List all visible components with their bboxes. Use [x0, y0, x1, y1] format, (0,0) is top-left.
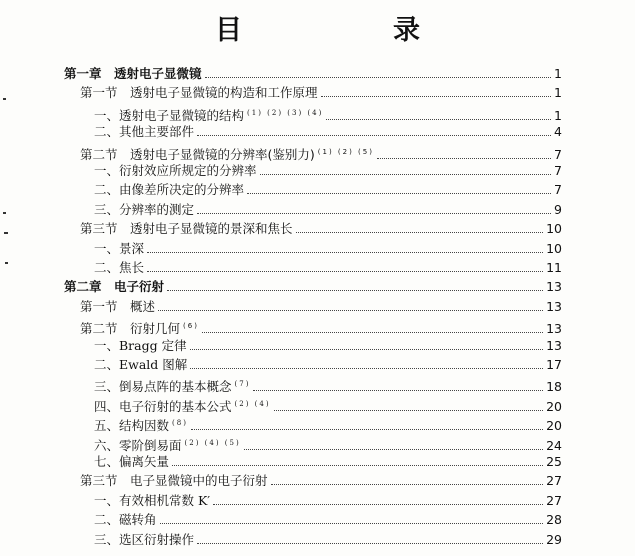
dot-leader — [326, 106, 551, 120]
toc-entry — [94, 452, 562, 472]
toc-entry-page: 11 — [546, 260, 562, 275]
dot-leader — [197, 122, 551, 136]
toc-entry — [94, 239, 562, 259]
dot-leader — [296, 219, 544, 233]
toc-entry-label: 四、电子衍射的基本公式 $^{(2) (4)}$ — [94, 398, 271, 414]
toc-entry-page: 10 — [546, 240, 562, 256]
toc-entry-label: 一、Bragg 定律 — [94, 337, 187, 353]
toc-entry-refs: (1) (2) (5) — [317, 147, 374, 156]
dot-leader — [147, 239, 543, 253]
toc-entry — [80, 83, 562, 103]
toc-entry-page: 24 — [546, 437, 562, 453]
toc-entry-label: 第三节 透射电子显微镜的景深和焦长 — [80, 221, 293, 237]
dot-leader — [205, 64, 552, 78]
toc-entry-label: 三、选区衍射操作 — [94, 531, 195, 547]
toc-entry-page: 13 — [546, 337, 562, 353]
toc-entry-page: 1 — [554, 66, 562, 81]
toc-entry — [94, 355, 562, 375]
dot-leader — [253, 377, 543, 391]
dot-leader — [191, 416, 543, 430]
toc-entry-label: 二、焦长 — [94, 260, 145, 275]
toc-entry-label: 第二章 电子衍射 — [64, 279, 165, 295]
toc-entry — [80, 219, 562, 239]
toc-entry-page: 18 — [546, 379, 562, 395]
dot-leader — [377, 145, 551, 159]
dot-leader — [197, 200, 551, 214]
toc-entry-refs: (7) — [234, 380, 251, 389]
toc-entry-refs: (2) (4) (5) — [184, 438, 241, 447]
dot-leader — [244, 436, 543, 450]
scan-mark — [3, 98, 6, 100]
toc-entry-label: 三、倒易点阵的基本概念 $^{(7)}$ — [94, 379, 251, 395]
toc-entry-page: 4 — [554, 124, 562, 140]
toc-entry-label: 一、景深 — [94, 240, 145, 256]
toc-entry-page: 20 — [546, 398, 562, 414]
toc-entry — [94, 530, 562, 550]
scan-mark — [3, 212, 6, 214]
toc-entry — [80, 142, 562, 162]
scan-mark — [5, 262, 8, 264]
toc-entry — [94, 122, 562, 142]
toc-entry-refs: (8) — [172, 419, 188, 428]
toc-entry — [94, 433, 562, 453]
toc-entry-label: 第一节 透射电子显微镜的构造和工作原理 — [80, 85, 318, 101]
dot-leader — [160, 510, 544, 524]
toc-entry-label: 第一章 透射电子显微镜 — [64, 66, 202, 81]
toc-entry-page: 25 — [546, 454, 562, 469]
toc-entry — [94, 258, 562, 278]
toc-entry — [80, 316, 562, 336]
toc-entry-page: 7 — [554, 163, 562, 178]
toc-entry-page: 29 — [546, 531, 562, 547]
dot-leader — [213, 491, 543, 505]
toc-entry-label: 二、由像差所决定的分辨率 — [94, 182, 245, 198]
toc-entry-label: 第一节 概述 — [80, 298, 156, 314]
dot-leader — [202, 319, 543, 333]
toc-entry-label: 一、透射电子显微镜的结构 $^{(1) (2) (3) (4)}$ — [94, 107, 324, 123]
dot-leader — [197, 530, 543, 544]
toc-entry-label: 三、分辨率的测定 — [94, 201, 195, 217]
toc-entry-label: 一、衍射效应所规定的分辨率 — [94, 163, 257, 178]
toc-entry-page: 13 — [546, 321, 562, 337]
dot-leader — [167, 277, 543, 291]
toc-entry — [64, 64, 562, 84]
toc-entry — [80, 297, 562, 317]
toc-entry-label: 第三节 电子显微镜中的电子衍射 — [80, 473, 268, 489]
toc-entry-refs: (1) (2) (3) (4) — [247, 108, 324, 117]
toc-entry — [80, 471, 562, 491]
toc-entry-page: 13 — [546, 279, 562, 295]
toc-entry — [94, 161, 562, 181]
toc-entry-page: 17 — [546, 357, 562, 372]
toc-entry-refs: (2) (4) — [234, 399, 271, 408]
toc-entry-page: 10 — [546, 221, 562, 237]
toc-entry-page: 1 — [554, 107, 562, 123]
toc-entry-label: 第二节 衍射几何 $^{(6)}$ — [80, 321, 199, 337]
toc-entry-page: 7 — [554, 146, 562, 162]
toc-entry-page: 13 — [546, 298, 562, 314]
dot-leader — [271, 471, 544, 485]
toc-entry-page: 28 — [546, 512, 562, 528]
toc-entry — [94, 510, 562, 530]
toc-entry-page: 7 — [554, 182, 562, 198]
toc-entry-label: 二、磁转角 — [94, 512, 157, 528]
toc-entry — [94, 491, 562, 511]
toc-entry-label: 一、有效相机常数 K′ — [94, 492, 211, 508]
dot-leader — [321, 83, 552, 97]
toc-entry — [94, 336, 562, 356]
toc-entry — [64, 277, 562, 297]
toc-entry — [94, 413, 562, 433]
toc-entry-label: 第二节 透射电子显微镜的分辨率(鉴别力) $^{(1) (2) (5)}$ — [80, 146, 374, 162]
dot-leader — [190, 355, 543, 369]
toc-entry — [94, 103, 562, 123]
dot-leader — [260, 161, 552, 175]
toc-entry-page: 27 — [546, 473, 562, 489]
toc-entry-refs: (6) — [183, 322, 199, 331]
dot-leader — [247, 180, 551, 194]
toc-entry — [94, 200, 562, 220]
dot-leader — [158, 297, 543, 311]
dot-leader — [147, 258, 543, 272]
dot-leader — [190, 336, 544, 350]
dot-leader — [274, 397, 544, 411]
toc-entry-page: 27 — [546, 492, 562, 508]
toc-entry-label: 二、其他主要部件 — [94, 124, 195, 140]
toc-entry — [94, 394, 562, 414]
toc-entry-label: 五、结构因数 $^{(8)}$ — [94, 418, 188, 434]
toc-entry-page: 9 — [554, 201, 562, 217]
toc-entry — [94, 374, 562, 394]
toc-entry-label: 六、零阶倒易面 $^{(2) (4) (5)}$ — [94, 437, 241, 453]
toc-entry-page: 1 — [554, 85, 562, 101]
toc-entry-page: 20 — [546, 418, 562, 434]
dot-leader — [172, 452, 543, 466]
toc-entry — [94, 180, 562, 200]
page-title: 目 录 — [215, 15, 482, 46]
toc-entry-label: 七、偏离矢量 — [94, 454, 170, 469]
toc-entry-label: 二、Ewald 图解 — [94, 357, 188, 372]
scan-mark — [4, 232, 8, 234]
